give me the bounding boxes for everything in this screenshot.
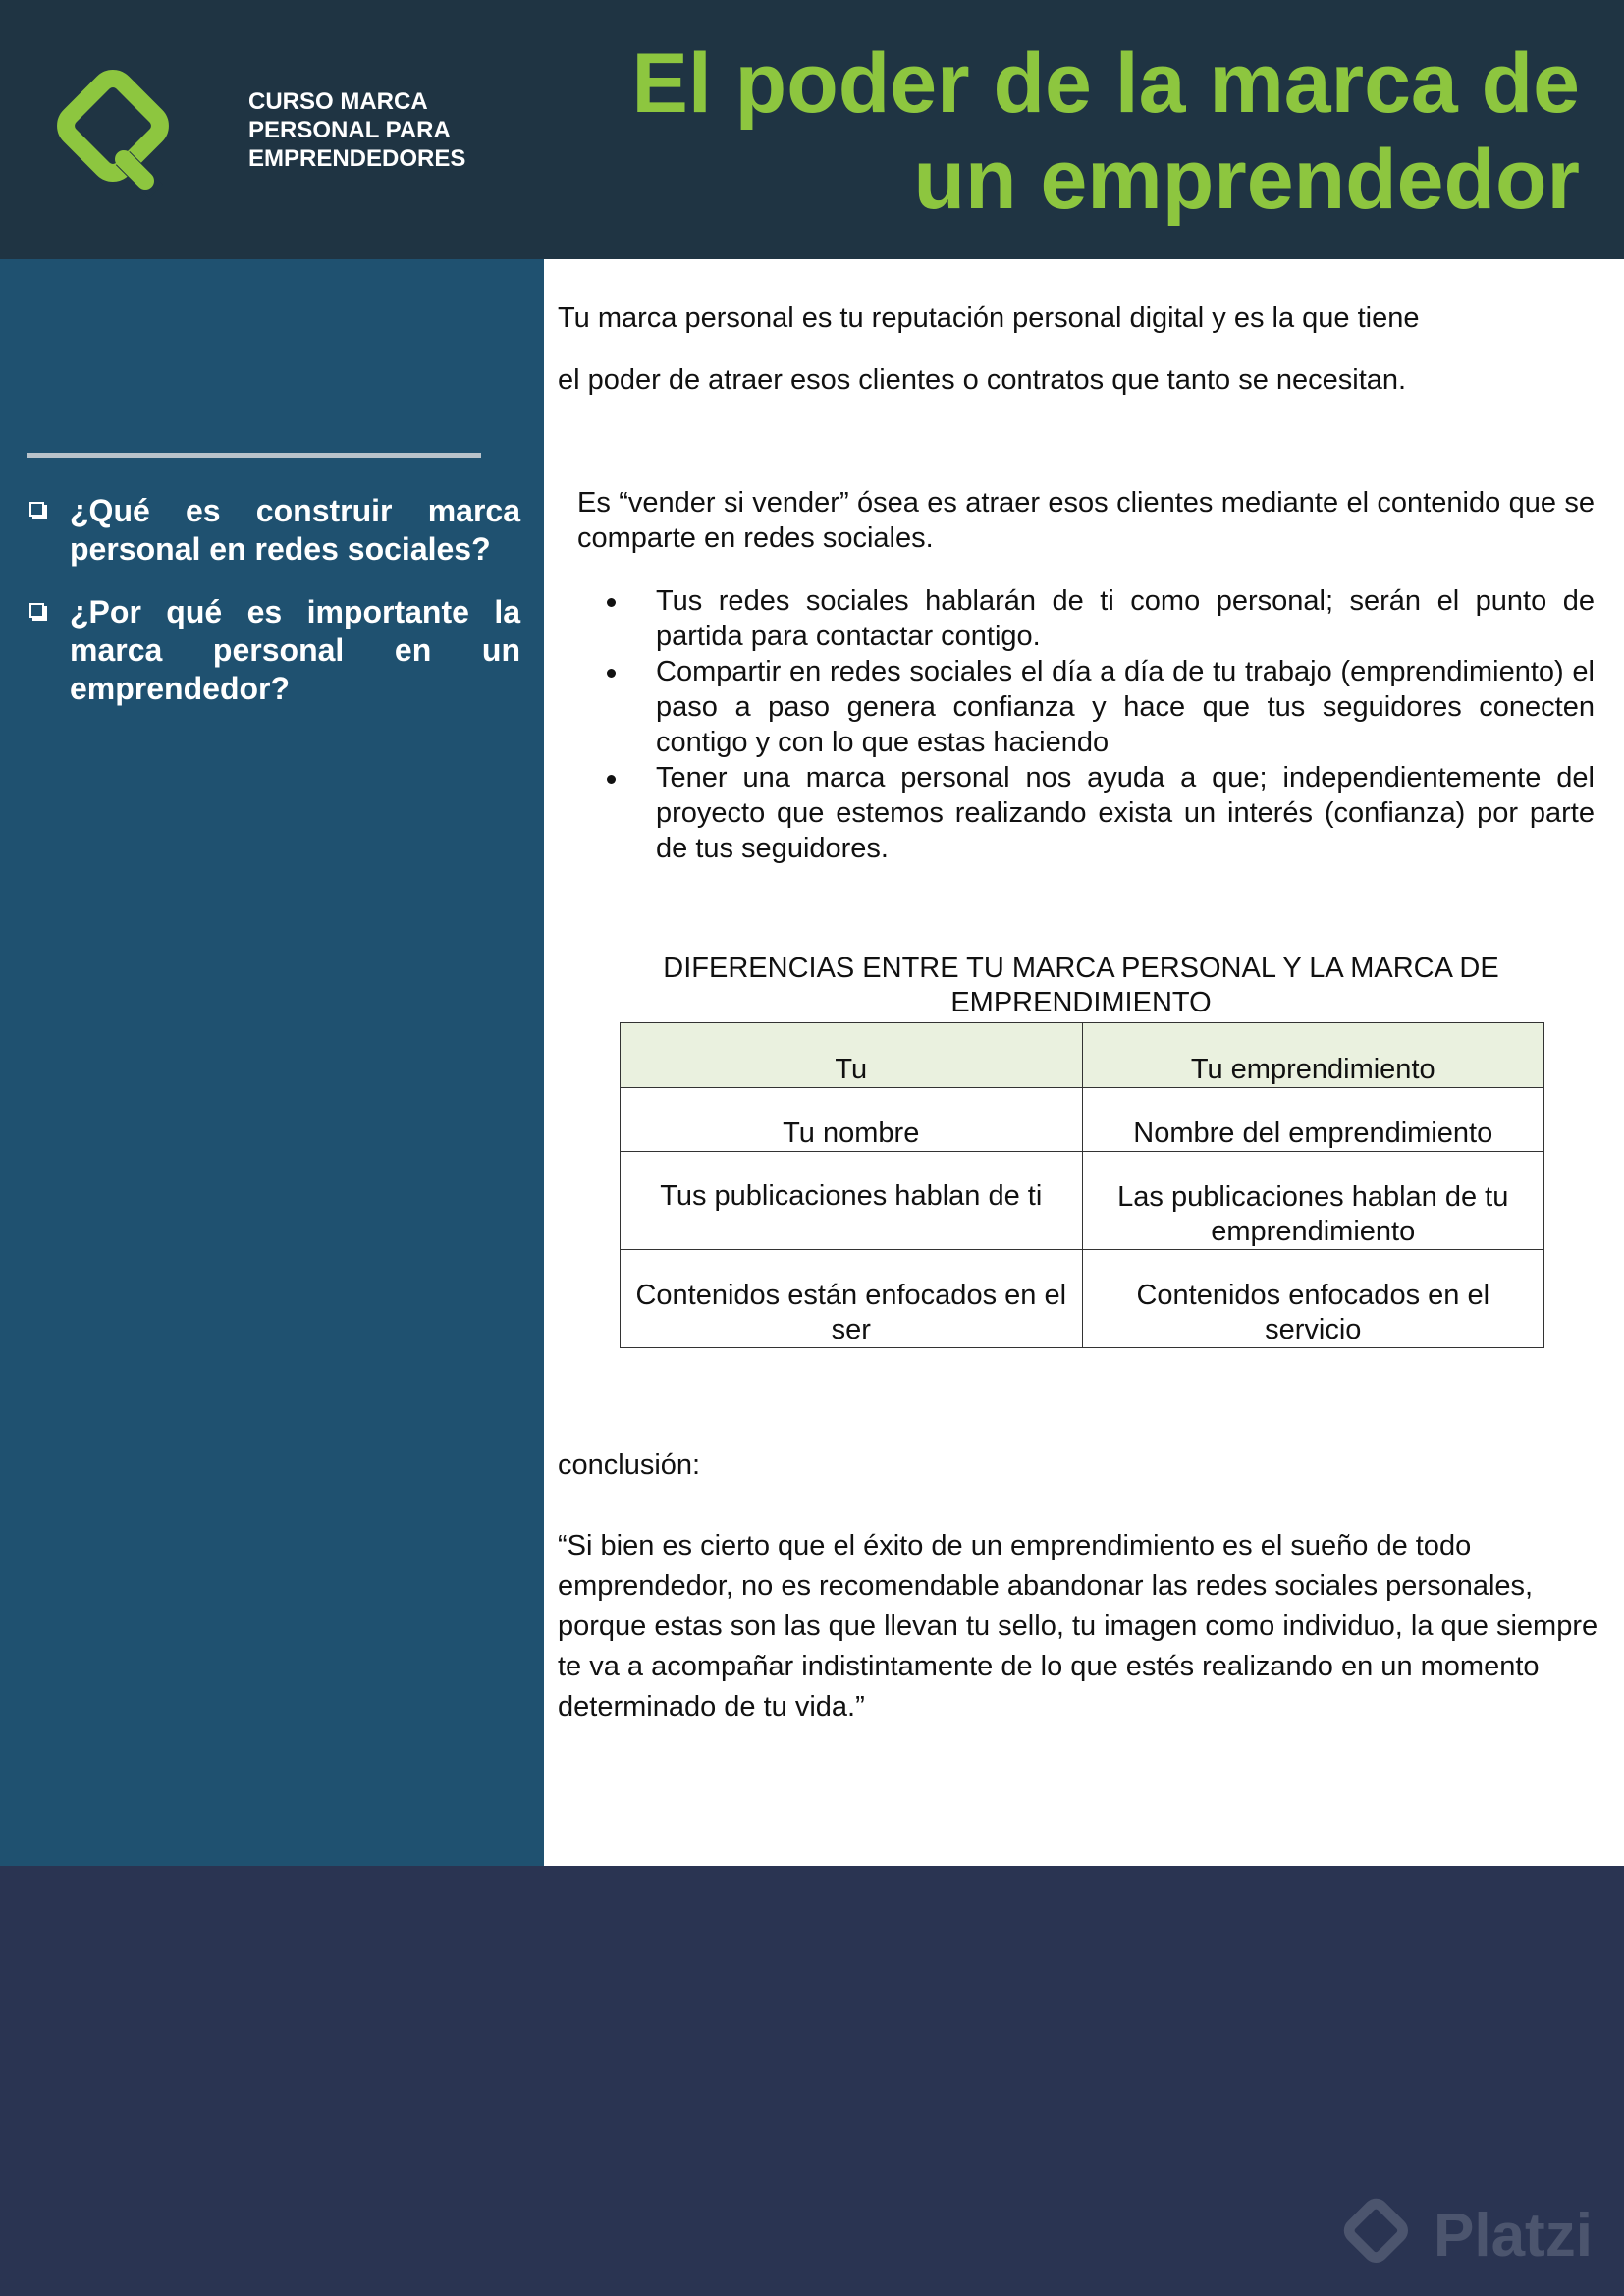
sidebar-question-text: ¿Por qué es importante la marca personal en un emprendedor? bbox=[70, 594, 520, 706]
page-title-line: un emprendedor bbox=[913, 133, 1580, 227]
bullet-icon bbox=[607, 775, 616, 784]
intro-line: el poder de atraer esos clientes o contratos que tanto se necesitan. bbox=[558, 364, 1407, 396]
list-item bbox=[577, 654, 1595, 760]
table-cell: Contenidos están enfocados en el ser bbox=[621, 1250, 1083, 1348]
differences-table bbox=[620, 1022, 1544, 1348]
table-header-row bbox=[621, 1023, 1544, 1088]
list-item-text: Tener una marca personal nos ayuda a que; independientemente del proyecto que estemos realizando exista un interés (confianza) por parte de tus seguidores. bbox=[656, 762, 1595, 864]
checkbox-bullet-icon bbox=[29, 502, 44, 517]
watermark-text: Platzi bbox=[1434, 2202, 1593, 2269]
sidebar-divider bbox=[27, 453, 481, 458]
table-header-cell: Tu emprendimiento bbox=[1082, 1023, 1544, 1088]
table-cell: Tu nombre bbox=[621, 1088, 1083, 1152]
bullet-icon bbox=[607, 598, 616, 607]
definition-paragraph: Es “vender si vender” ósea es atraer esos clientes mediante el contenido que se comparte en redes sociales. bbox=[577, 487, 1595, 554]
checkbox-bullet-icon bbox=[29, 603, 44, 618]
main-content bbox=[544, 259, 1624, 1866]
list-item-text: Tus redes sociales hablarán de ti como personal; serán el punto de partida para contactar contigo. bbox=[656, 585, 1595, 652]
bullet-list bbox=[577, 583, 1595, 866]
sidebar-question bbox=[29, 593, 520, 708]
table-cell: Contenidos enfocados en el servicio bbox=[1082, 1250, 1544, 1348]
platzi-watermark-icon bbox=[1335, 2190, 1424, 2278]
course-name-line: PERSONAL PARA bbox=[248, 117, 451, 143]
table-row bbox=[621, 1152, 1544, 1250]
intro-line: Tu marca personal es tu reputación personal digital y es la que tiene bbox=[558, 302, 1420, 334]
page-title-line: El poder de la marca de bbox=[631, 36, 1580, 131]
course-name bbox=[248, 87, 504, 173]
sidebar-question-text: ¿Qué es construir marca personal en redes sociales? bbox=[70, 493, 520, 567]
conclusion-quote: “Si bien es cierto que el éxito de un emprendimiento es el sueño de todo emprendedor, no es recomendable abandonar las redes sociales personales, porque estas son las que llevan tu sello, tu imagen como individuo, la que siempre te va a acompañar indistintamente de lo que estés realizando en un momento determinado de tu vida.” bbox=[558, 1530, 1598, 1722]
table-cell: Tus publicaciones hablan de ti bbox=[621, 1152, 1083, 1250]
list-item bbox=[577, 583, 1595, 654]
table-row bbox=[621, 1088, 1544, 1152]
conclusion-label: conclusión: bbox=[558, 1449, 701, 1481]
table-row bbox=[621, 1250, 1544, 1348]
list-item bbox=[577, 760, 1595, 866]
table-cell: Las publicaciones hablan de tu emprendimiento bbox=[1082, 1152, 1544, 1250]
list-item-text: Compartir en redes sociales el día a día de tu trabajo (emprendimiento) el paso a paso genera confianza y hace que tus seguidores conecten contigo y con lo que estas haciendo bbox=[656, 656, 1595, 758]
sidebar-question bbox=[29, 492, 520, 569]
bullet-icon bbox=[607, 669, 616, 678]
table-header-cell: Tu bbox=[621, 1023, 1083, 1088]
course-name-line: EMPRENDEDORES bbox=[248, 145, 466, 172]
platzi-watermark bbox=[1335, 2185, 1620, 2283]
page-title bbox=[598, 35, 1580, 228]
table-title: DIFERENCIAS ENTRE TU MARCA PERSONAL Y LA MARCA DE EMPRENDIMIENTO bbox=[663, 953, 1499, 1018]
course-name-line: CURSO MARCA bbox=[248, 88, 428, 115]
table-cell: Nombre del emprendimiento bbox=[1082, 1088, 1544, 1152]
sidebar bbox=[0, 259, 544, 1866]
platzi-logo-icon bbox=[51, 57, 179, 198]
page-header bbox=[0, 0, 1624, 259]
